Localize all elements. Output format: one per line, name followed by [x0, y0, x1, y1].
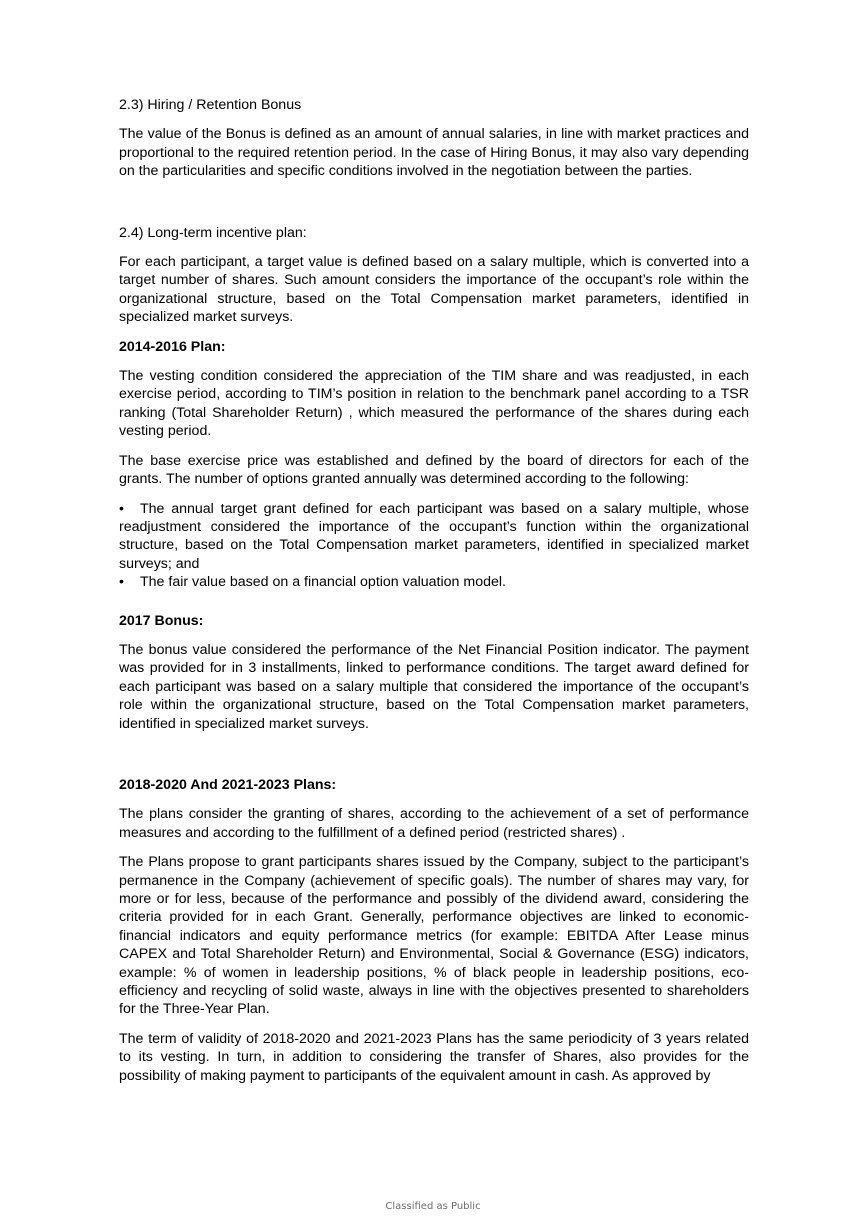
spacer [119, 192, 749, 224]
list-item [119, 573, 749, 591]
list-item-text: The annual target grant defined for each participant was based on a salary multiple, whose readjustment considered the importance of the occupant’s function within the organizational structure, based on the Total Compensation market parameters, identified in specialized market surveys; and [119, 500, 749, 572]
spacer [119, 744, 749, 776]
paragraph-hiring-bonus: The value of the Bonus is defined as an amount of annual salaries, in line with market practices and proportional to the required retention period. In the case of Hiring Bonus, it may also vary depending on the particularities and specific conditions involved in the negotiation between the parties. [119, 126, 749, 180]
paragraph-base-exercise-price: The base exercise price was established and defined by the board of directors for each of the grants. The number of options granted annually was determined according to the following: [119, 452, 749, 488]
bullet-icon: • [119, 574, 124, 591]
classification-footer: Classified as Public [385, 1201, 481, 1212]
list-item-text: The fair value based on a financial option valuation model. [140, 574, 506, 591]
paragraph-vesting-condition: The vesting condition considered the appreciation of the TIM share and was readjusted, in each exercise period, according to TIM’s position in relation to the benchmark panel according to a TSR ranking (Total Shareholder Return) , which measured the performance of the shares during each vesting period. [119, 368, 749, 440]
document-page [119, 96, 749, 1096]
paragraph-plans-granting: The plans consider the granting of shares, according to the achievement of a set of performance measures and according to the fulfillment of a defined period (restricted shares) . [119, 806, 749, 841]
section-heading-2014-2016-plan: 2014-2016 Plan: [119, 338, 226, 355]
list-item [119, 500, 749, 574]
section-heading-2018-2023-plans: 2018-2020 And 2021-2023 Plans: [119, 776, 337, 793]
section-heading-long-term-incentive: 2.4) Long-term incentive plan: [119, 224, 307, 241]
paragraph-2017-bonus: The bonus value considered the performance of the Net Financial Position indicator. The payment was provided for in 3 installments, linked to performance conditions. The target award defined for each participant was based on a salary multiple that considered the importance of the occupant’s role within the organizational structure, based on the Total Compensation market parameters, identified in specialized market surveys. [119, 641, 749, 732]
paragraph-long-term-incentive: For each participant, a target value is defined based on a salary multiple, which is converted into a target number of shares. Such amount considers the importance of the occupant’s role within the organizational structure, based on the Total Compensation market parameters, identified in specialized market surveys. [119, 254, 749, 326]
bullet-icon: • [119, 500, 124, 517]
bullet-list [119, 500, 749, 592]
section-heading-2017-bonus: 2017 Bonus: [119, 612, 204, 629]
paragraph-term-of-validity: The term of validity of 2018-2020 and 2021-2023 Plans has the same periodicity of 3 years related to its vesting. In turn, in addition to considering the transfer of Shares, also provides for the possibility of making payment to participants of the equivalent amount in cash. As approved by [119, 1030, 749, 1084]
section-heading-hiring-retention-bonus: 2.3) Hiring / Retention Bonus [119, 97, 302, 113]
paragraph-plans-propose: The Plans propose to grant participants shares issued by the Company, subject to the participant’s permanence in the Company (achievement of specific goals). The number of shares may vary, for more or for less, because of the performance and possibly of the dividend award, considering the criteria provided for in each Grant. Generally, performance objectives are linked to economic-financial indicators and equity performance metrics (for example: EBITDA After Lease minus CAPEX and Total Shareholder Return) and Environmental, Social & Governance (ESG) indicators, example: % of women in leadership positions, % of black people in leadership positions, eco-efficiency and recycling of solid waste, always in line with the objectives presented to shareholders for the Three-Year Plan. [119, 854, 749, 1018]
spacer [119, 592, 749, 612]
